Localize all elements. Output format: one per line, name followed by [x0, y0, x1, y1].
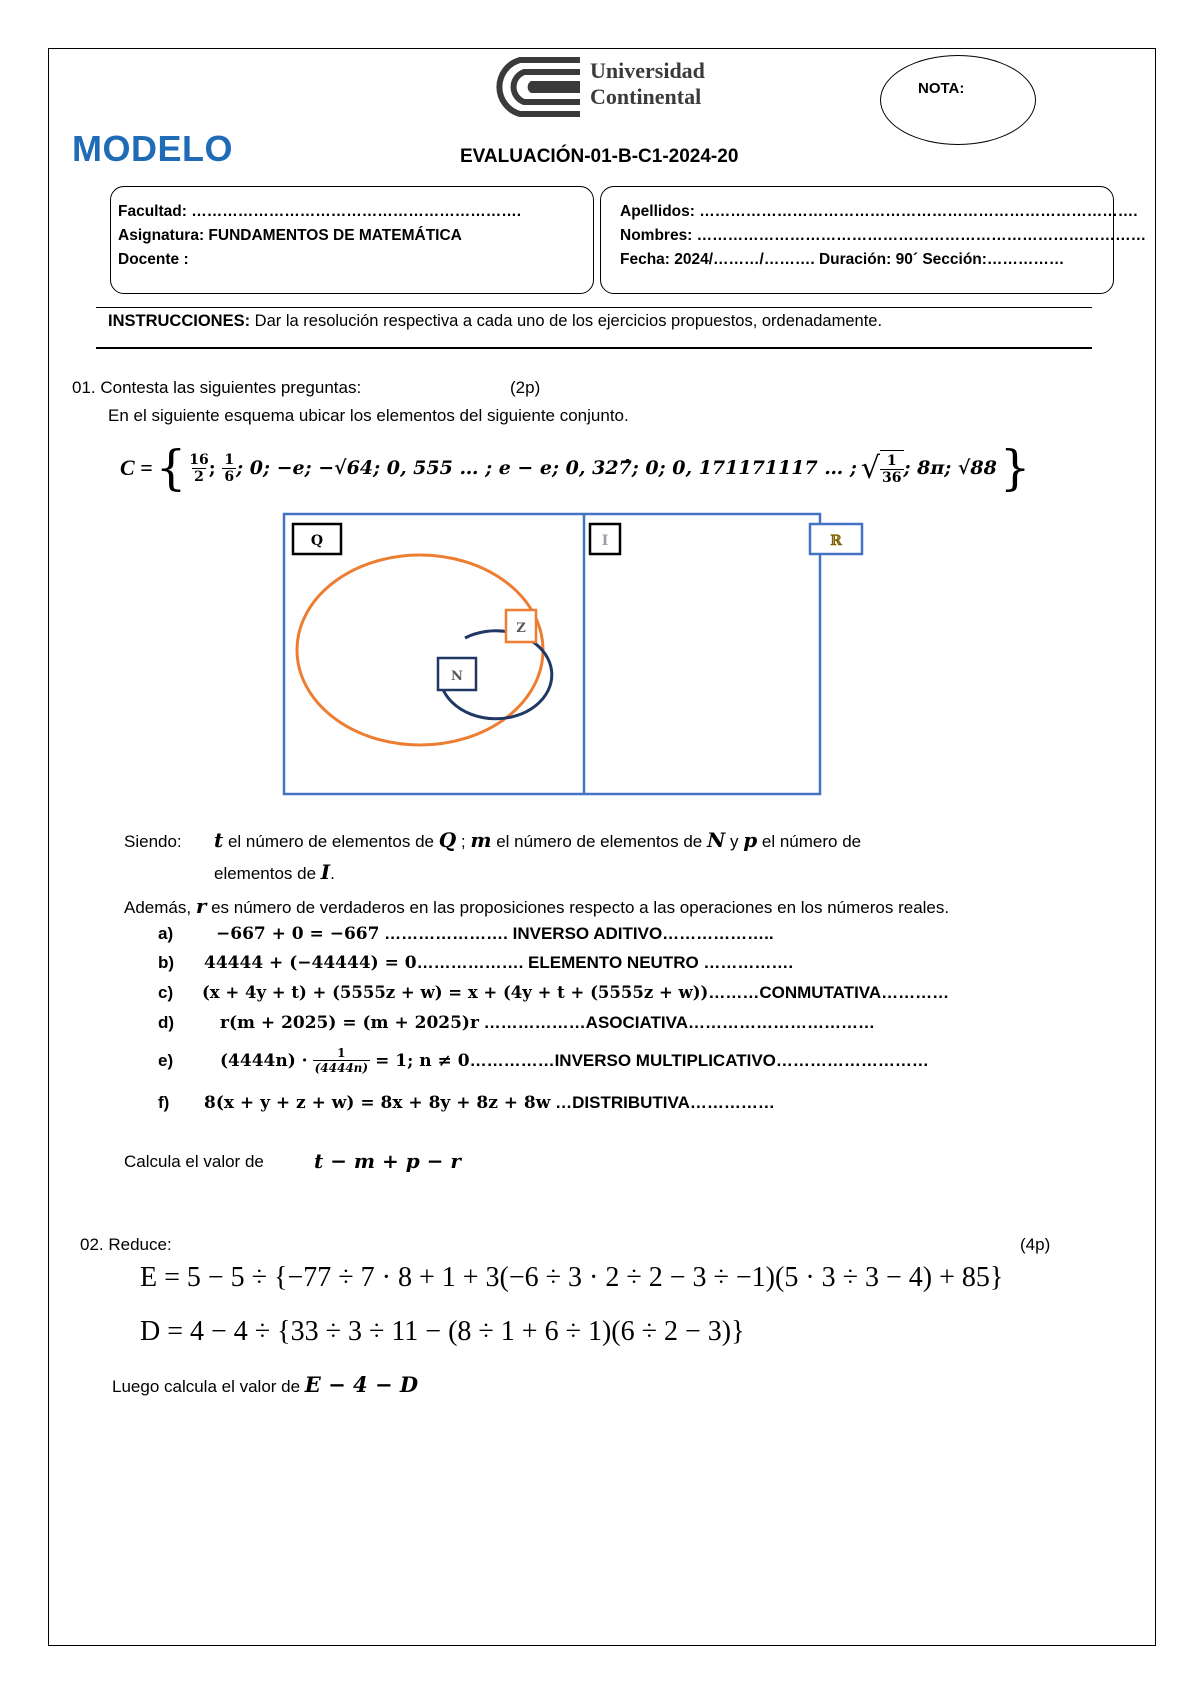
set-tail: ; 8π; √88 [903, 457, 997, 479]
grade-label: NOTA: [918, 80, 965, 97]
set-frac-1-num: 16 [189, 451, 209, 468]
item-d-letter: d) [158, 1013, 175, 1032]
item-d-prop: ………………ASOCIATIVA…………………………… [478, 1013, 875, 1032]
item-b-prop: ………………. ELEMENTO NEUTRO ……………. [416, 953, 794, 972]
var-i: I [320, 860, 331, 884]
item-f-letter: f) [158, 1093, 170, 1112]
item-b [158, 953, 793, 973]
q1-points: (2p) [510, 378, 541, 397]
calc-expr: t − m + p − r [314, 1149, 461, 1173]
grade-oval [880, 55, 1036, 145]
item-a-prop: …………………. INVERSO ADITIVO……………….. [379, 924, 774, 943]
set-frac-1-den: 2 [194, 468, 204, 485]
var-n: N [706, 828, 726, 852]
ademas-text-2: es número de verdaderos en las proposiciones respecto a las operaciones en los números reales. [206, 898, 950, 917]
set-frac-2-num: 1 [224, 451, 235, 468]
instructions-label: INSTRUCCIONES: [108, 312, 251, 330]
final-expr: E − 4 − D [304, 1372, 419, 1397]
docente-field: Docente : [118, 251, 189, 268]
set-open-brace: { [155, 440, 187, 496]
set-c-lhs: C = [120, 455, 153, 480]
university-name-line1: Universidad [590, 58, 705, 83]
fecha-field: Fecha: 2024/………/………. Duración: 90´ Sección:…………… [620, 251, 1065, 268]
item-d [158, 1013, 875, 1033]
item-e-frac [313, 1046, 370, 1075]
var-r: r [195, 894, 207, 918]
instructions-bottom-rule [96, 347, 1092, 349]
item-e-prop: ……………INVERSO MULTIPLICATIVO……………………… [469, 1050, 929, 1070]
siendo-text-2: ; [456, 832, 471, 851]
q2-points: (4p) [1020, 1235, 1051, 1254]
set-root-frac [880, 450, 903, 486]
var-p: p [743, 828, 758, 852]
equation-e: E = 5 − 5 ÷ {−77 ÷ 7 · 8 + 1 + 3(−6 ÷ 3 · 2 ÷ 2 − 3 ÷ −1)(5 · 3 ÷ 3 − 4) + 85} [140, 1262, 1004, 1293]
var-q: Q [438, 828, 457, 852]
set-middle: ; 0; −e; −√64; 0, 555 … ; e − e; 0, 327̂; 0; 0, 171171117 … ; [236, 457, 857, 479]
diagram-outer-rect [284, 514, 820, 794]
q1-intro: En el siguiente esquema ubicar los elementos del siguiente conjunto. [108, 406, 629, 425]
siendo-label: Siendo: [124, 832, 182, 851]
university-name [590, 58, 705, 110]
z-ellipse [297, 555, 543, 745]
item-a-expr: −667 + 0 = −667 [216, 924, 380, 944]
modelo-title: MODELO [72, 128, 233, 169]
asignatura-field: Asignatura: FUNDAMENTOS DE MATEMÁTICA [118, 227, 462, 244]
i-label: I [601, 533, 609, 549]
set-sep-1: ; [208, 457, 223, 479]
item-c-letter: c) [158, 983, 174, 1002]
set-close-brace: } [999, 440, 1031, 496]
z-label: Z [516, 621, 526, 636]
calc-label: Calcula el valor de [124, 1152, 264, 1171]
set-frac-2-den: 6 [224, 468, 235, 485]
set-root-den: 36 [882, 470, 902, 486]
item-f [158, 1093, 775, 1113]
item-c-prop: ………CONMUTATIVA………… [708, 983, 950, 1002]
siendo-line-2-text: elementos de [214, 864, 321, 883]
ademas-text-1: Además, [124, 898, 196, 917]
siendo-text-5: el número de [757, 832, 862, 851]
university-name-line2: Continental [590, 84, 702, 109]
siendo-line-2 [214, 860, 335, 884]
set-c [120, 438, 1030, 498]
item-e-frac-den: (4444n) [314, 1061, 369, 1075]
instructions [108, 312, 882, 331]
q-label: Q [310, 533, 324, 549]
siendo-text-3: el número de elementos de [491, 832, 707, 851]
item-c-expr: (x + 4y + t) + (5555z + w) = x + (4y + t + (5555z + w)) [202, 983, 709, 1002]
var-m: m [470, 828, 492, 852]
final-line [112, 1372, 418, 1397]
facultad-field: Facultad: ………………………………………………………. [118, 203, 522, 220]
instructions-text: Dar la resolución respectiva a cada uno de los ejercicios propuestos, ordenadamente. [250, 312, 883, 330]
equation-d: D = 4 − 4 ÷ {33 ÷ 3 ÷ 11 − (8 ÷ 1 + 6 ÷ 1)(6 ÷ 2 − 3)} [140, 1316, 745, 1347]
item-e [158, 1046, 929, 1075]
set-frac-2 [222, 452, 236, 485]
instructions-top-rule [96, 307, 1092, 308]
q2-title: 02. Reduce: [80, 1235, 172, 1254]
siendo-text-4: y [725, 832, 744, 851]
r-label: ℝ [830, 533, 842, 549]
item-b-letter: b) [158, 953, 175, 972]
set-root-num: 1 [886, 453, 897, 469]
q1-title: 01. Contesta las siguientes preguntas: [72, 378, 362, 397]
nombres-field: Nombres: …………………………………………………………………………… [620, 227, 1147, 244]
item-e-expr-pre: (4444n) · [220, 1050, 308, 1071]
item-e-letter: e) [158, 1050, 174, 1070]
siendo-line-2-end: . [330, 864, 335, 883]
item-f-prop: …DISTRIBUTIVA…………… [550, 1093, 775, 1112]
final-label: Luego calcula el valor de [112, 1377, 305, 1396]
item-e-frac-num: 1 [337, 1046, 346, 1060]
item-a-letter: a) [158, 924, 174, 943]
item-d-expr: r(m + 2025) = (m + 2025)r [220, 1013, 479, 1033]
item-b-expr: 44444 + (−44444) = 0 [204, 953, 417, 973]
set-sqrt-sign: √ [860, 450, 881, 486]
apellidos-field: Apellidos: …………………………………………………………………………. [620, 203, 1138, 220]
set-frac-1 [189, 452, 208, 485]
item-f-expr: 8(x + y + z + w) = 8x + 8y + 8z + 8w [204, 1093, 551, 1113]
siendo-line-1 [214, 828, 861, 852]
siendo-text-1: el número de elementos de [223, 832, 439, 851]
evaluation-code: EVALUACIÓN-01-B-C1-2024-20 [460, 146, 739, 167]
venn-diagram [280, 510, 880, 800]
n-label: N [451, 669, 463, 684]
var-t: t [214, 828, 224, 852]
logo-arc-inner [531, 84, 580, 90]
item-a [158, 924, 774, 944]
item-c [158, 983, 949, 1003]
ademas-line [124, 894, 949, 918]
item-e-expr-post: = 1; n ≠ 0 [375, 1050, 470, 1071]
